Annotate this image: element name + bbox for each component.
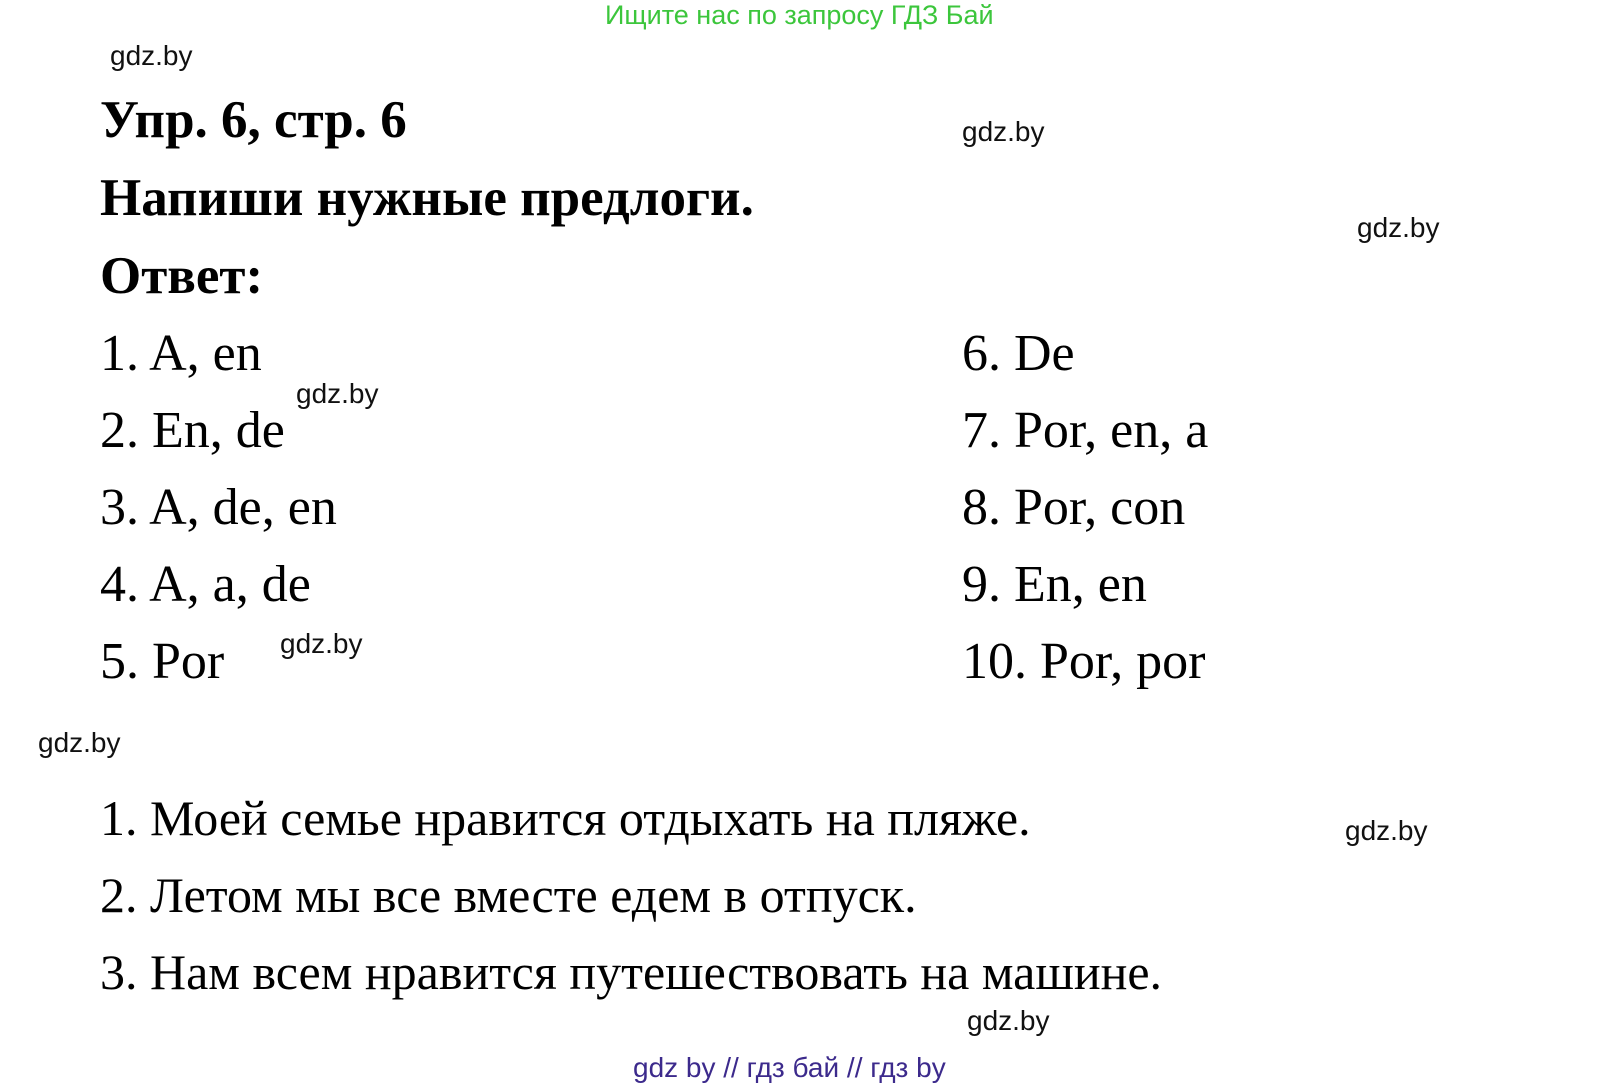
- watermark: gdz.by: [296, 378, 379, 409]
- answer-item: 5. Por: [100, 633, 225, 690]
- answer-item: 6. De: [962, 325, 1075, 382]
- answer-item: 4. A, a, de: [100, 556, 311, 613]
- answer-item: 7. Por, en, a: [962, 402, 1209, 459]
- watermark: gdz.by: [1357, 212, 1440, 243]
- answer-item: 2. En, de: [100, 402, 285, 459]
- sentence: 1. Моей семье нравится отдыхать на пляже.: [100, 790, 1031, 846]
- answer-item: 3. A, de, en: [100, 479, 337, 536]
- answer-item: 8. Por, con: [962, 479, 1186, 536]
- watermark: gdz.by: [1345, 815, 1428, 846]
- sentence: 2. Летом мы все вместе едем в отпуск.: [100, 867, 917, 923]
- sentence: 3. Нам всем нравится путешествовать на машине.: [100, 944, 1163, 1000]
- watermark: gdz.by: [110, 40, 193, 71]
- answer-label: Ответ:: [100, 247, 264, 305]
- answer-item: 9. En, en: [962, 556, 1147, 613]
- exercise-title: Упр. 6, стр. 6: [100, 91, 407, 149]
- watermark: gdz.by: [38, 727, 121, 758]
- answer-item: 10. Por, por: [962, 633, 1206, 690]
- answer-item: 1. A, en: [100, 325, 262, 382]
- promo-banner[interactable]: Ищите нас по запросу ГДЗ Бай: [605, 0, 994, 30]
- watermark: gdz.by: [967, 1005, 1050, 1036]
- watermark: gdz.by: [962, 116, 1045, 147]
- footer-links[interactable]: gdz by // гдз бай // гдз by: [633, 1052, 946, 1083]
- watermark: gdz.by: [280, 628, 363, 659]
- task-text: Напиши нужные предлоги.: [100, 169, 754, 227]
